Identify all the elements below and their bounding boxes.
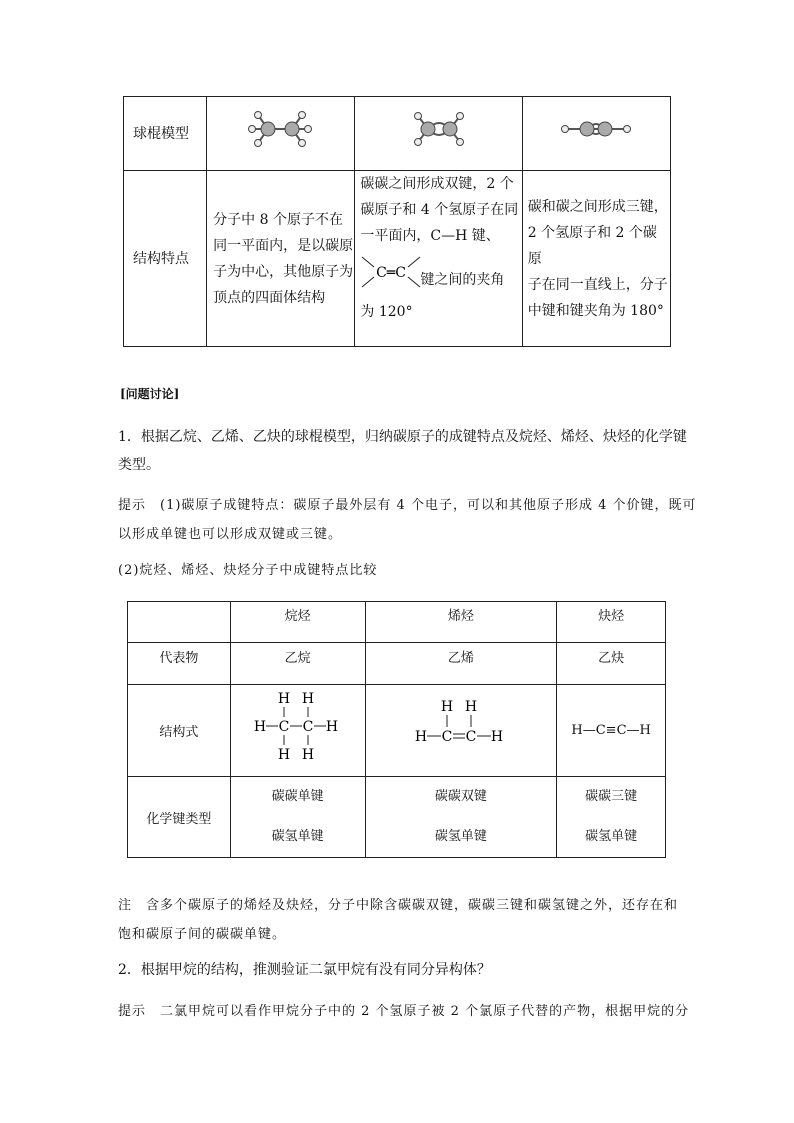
ethane-ball-stick-model: [207, 97, 355, 171]
text-line: 中键和键夹角为 180°: [527, 302, 664, 319]
row-label-ball-stick: 球棍模型: [124, 97, 207, 171]
svg-text:H: H: [414, 728, 428, 745]
text-line: 一平面内，C—H 键、: [360, 228, 500, 244]
text-line: 碳和碳之间形成三键，: [527, 198, 668, 215]
ethyne-model-image: [551, 104, 641, 154]
rep-ethyne: 乙炔: [557, 643, 666, 685]
bond-type: 碳碳双键: [434, 789, 487, 804]
svg-text:H: H: [464, 698, 478, 715]
svg-text:H: H: [277, 690, 290, 707]
ethene-model-image: [394, 104, 484, 154]
bond-type: 碳氢单键: [585, 829, 638, 844]
svg-text:H: H: [325, 718, 338, 735]
text-line: 注 含多个碳原子的烯烃及炔烃，分子中除含碳碳双键，碳碳三键和碳氢键之外，还存在和: [118, 898, 679, 913]
ethyne-structure-text: [522, 171, 670, 347]
header-alkyne: 炔烃: [557, 602, 666, 643]
bond-type: 碳碳三键: [585, 789, 638, 804]
text-line: 类型。: [118, 457, 160, 473]
ethene-structural-formula: [365, 685, 557, 777]
bond-comparison-table: [127, 601, 666, 858]
hint-1-part-2: (2)烷烃、烯烃、炔烃分子中成键特点比较: [118, 563, 378, 578]
ethene-formula-diagram: [411, 697, 511, 761]
ethyne-ball-stick-model: [522, 97, 670, 171]
ethane-structure-text: [207, 171, 355, 347]
row-label-structural-formula: 结构式: [128, 685, 231, 777]
svg-text:C: C: [441, 728, 453, 745]
text-line: 提示 (1)碳原子成键特点：碳原子最外层有 4 个电子，可以和其他原子形成 4 个价键，既可: [118, 498, 697, 513]
double-bond-diagram: [360, 249, 422, 299]
row-label-bond-type: 化学键类型: [128, 777, 231, 858]
svg-text:H: H: [440, 698, 454, 715]
bond-type: 碳氢单键: [434, 829, 487, 844]
header-cell: [128, 602, 231, 643]
header-alkane: 烷烃: [230, 602, 365, 643]
ethene-angle-formula: [360, 249, 521, 299]
text-line: 顶点的四面体结构: [213, 289, 326, 306]
ethane-model-image: [236, 104, 326, 154]
svg-text:H: H: [253, 718, 266, 735]
rep-ethene: 乙烯: [365, 643, 557, 685]
ethene-structure-text: [355, 171, 522, 347]
bond-type: 碳氢单键: [271, 829, 324, 844]
hint-1: [118, 491, 697, 549]
row-label-structure: 结构特点: [124, 171, 207, 347]
text-line: 以形成单键也可以形成双键或三键。: [118, 527, 343, 542]
text-line: 键之间的夹角: [420, 272, 505, 288]
svg-text:C: C: [465, 728, 477, 745]
text-line: 饱和碳原子间的碳碳单键。: [118, 927, 287, 942]
question-1: [118, 423, 687, 479]
svg-text:H: H: [301, 746, 314, 763]
question-2: 2．根据甲烷的结构，推测验证二氯甲烷有没有同分异构体？: [118, 962, 491, 978]
ethane-structural-formula: [230, 685, 365, 777]
text-line: 分子中 8 个原子不在: [213, 211, 343, 228]
ethane-bond-types: [230, 777, 365, 858]
ethyne-structural-formula: H—C≡C—H: [557, 685, 666, 777]
ethyne-bond-types: [557, 777, 666, 858]
ethene-bond-types: [365, 777, 557, 858]
text-line: 2 个氢原子和 2 个碳原: [527, 224, 657, 267]
hint-2: 提示 二氯甲烷可以看作甲烷分子中的 2 个氢原子被 2 个氯原子代替的产物，根据甲烷的分: [118, 1004, 690, 1019]
rep-ethane: 乙烷: [230, 643, 365, 685]
text-line: 碳碳之间形成双键，2 个: [360, 176, 514, 192]
svg-text:C: C: [278, 718, 289, 735]
text-line: 为 120°: [360, 304, 413, 320]
molecule-structure-table: [123, 96, 671, 347]
svg-text:H: H: [490, 728, 504, 745]
text-line: 同一平面内，是以碳原: [213, 237, 354, 254]
ethane-formula-diagram: [248, 689, 348, 769]
bond-type: 碳碳单键: [271, 789, 324, 804]
ethene-ball-stick-model: [355, 97, 522, 171]
section-title: [问题讨论]: [120, 387, 180, 401]
svg-text:C: C: [302, 718, 313, 735]
note: [118, 891, 678, 949]
text-line: 碳原子和 4 个氢原子在同: [360, 202, 519, 218]
header-alkene: 烯烃: [365, 602, 557, 643]
double-bond-formula: C═C: [376, 265, 407, 281]
text-line: 1．根据乙烷、乙烯、乙炔的球棍模型，归纳碳原子的成键特点及烷烃、烯烃、炔烃的化学键: [118, 429, 687, 445]
svg-text:H: H: [301, 690, 314, 707]
text-line: 子在同一直线上，分子: [527, 276, 668, 293]
text-line: 子为中心，其他原子为: [213, 263, 354, 280]
row-label-representative: 代表物: [128, 643, 231, 685]
svg-text:H: H: [277, 746, 290, 763]
